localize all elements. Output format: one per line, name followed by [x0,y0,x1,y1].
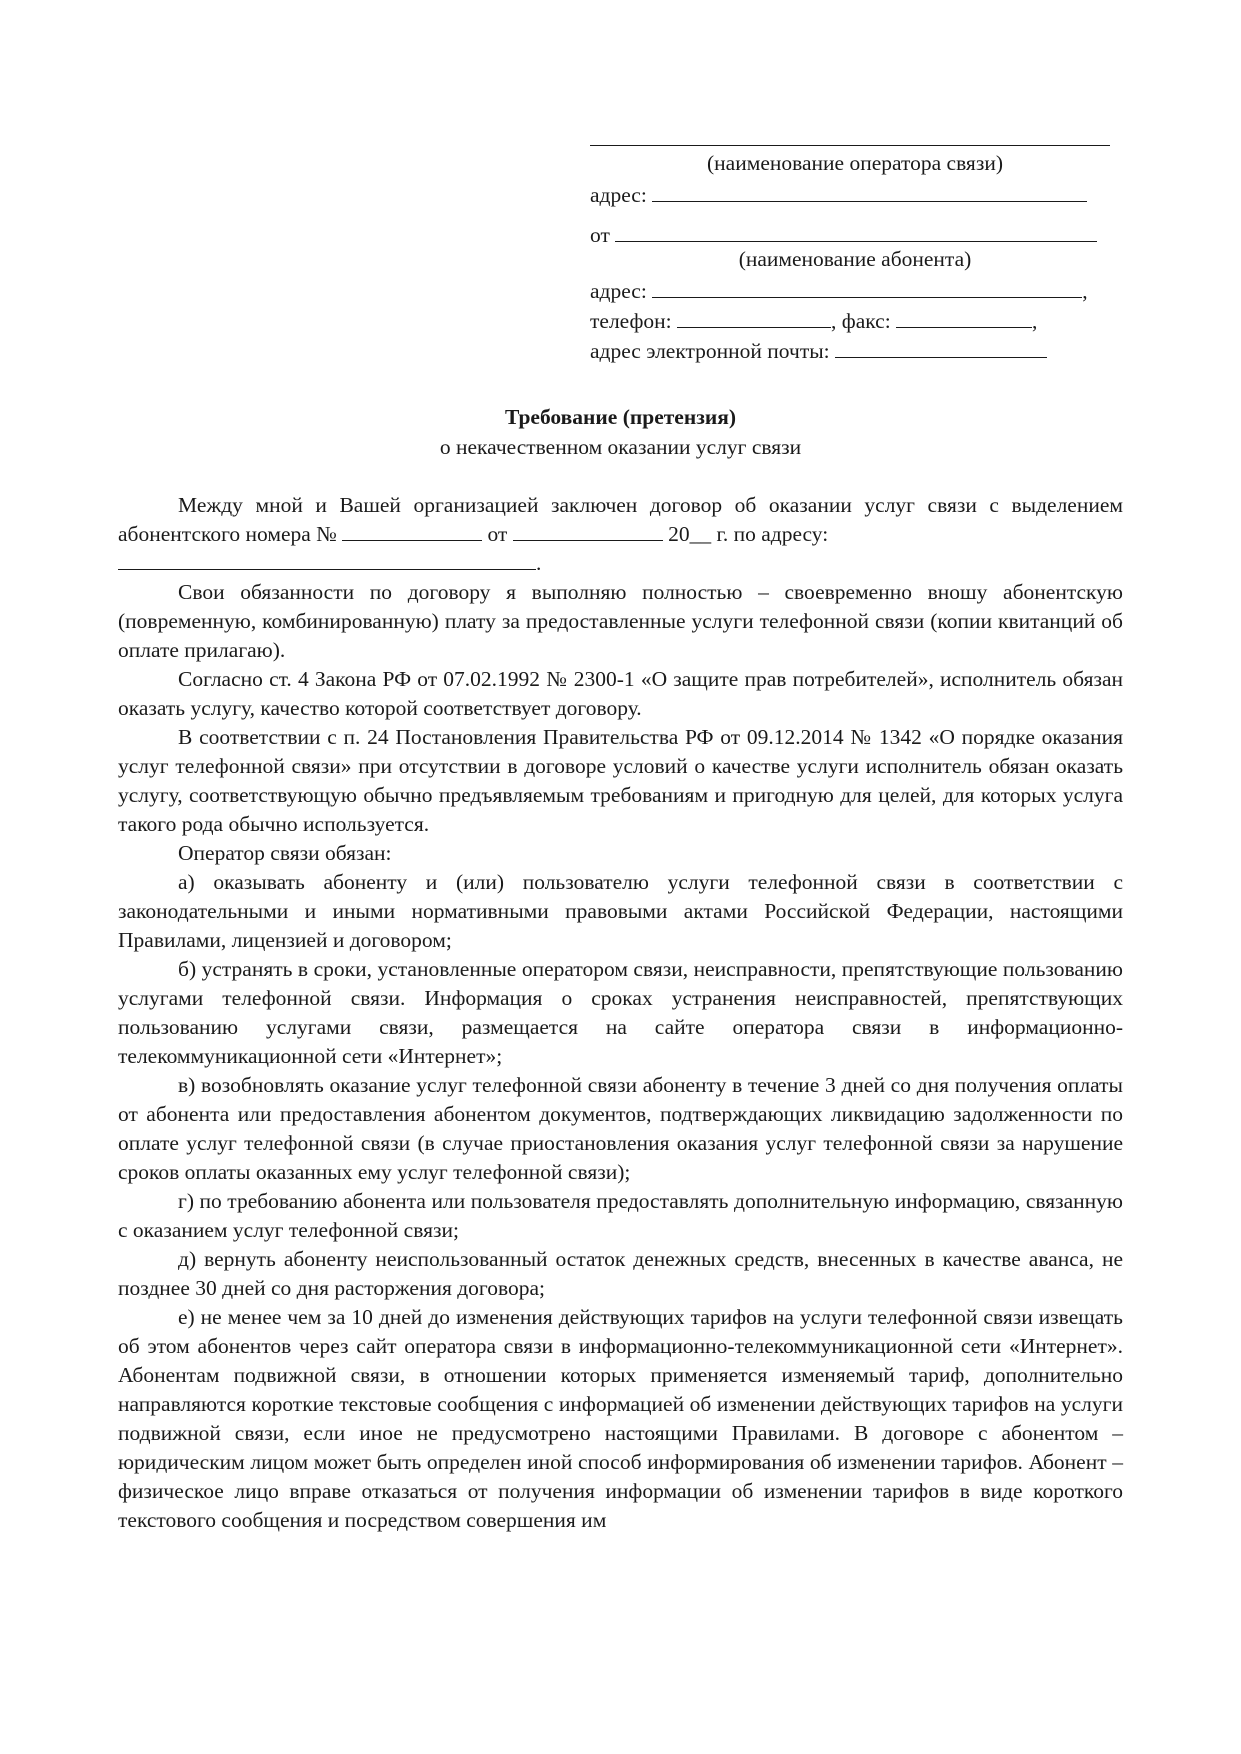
contract-text-2: от [487,522,508,546]
operator-address-label: адрес: [590,183,647,207]
list-item-e: е) не менее чем за 10 дней до изменения действующих тарифов на услуги телефонной связи извещать об этом абонентов через сайт оператора связи в информационно-телекоммуникационной сети «Интернет». Абонентам подвижной связи, в отношении которых применяется изменяемый тариф, дополнительно направляются короткие текстовые сообщения с информацией об изменении действующих тарифов на услуги подвижной связи, если иное не предусмотрено настоящими Правилами. В договоре с абонентом – юридическим лицом может быть определен иной способ информирования об изменении тарифов. Абонент – физическое лицо вправе отказаться от получения информации об изменении тарифов в виде короткого текстового сообщения и посредством совершения им [118,1305,1123,1532]
paragraph-operator-duties: Оператор связи обязан: [178,841,392,865]
document-title: Требование (претензия) [504,405,737,429]
date-blank [513,520,663,541]
list-item-d: д) вернуть абоненту неиспользованный остаток денежных средств, внесенных в качестве аванса, не позднее 30 дней со дня расторжения договора; [118,1247,1123,1300]
fax-comma: , [1032,309,1038,333]
addressee-block [590,123,1120,365]
contract-text-3: 20__ г. по адресу: [668,522,829,546]
subscriber-name-blank [615,219,1097,242]
email-label: адрес электронной почты: [590,339,830,363]
list-item-g: г) по требованию абонента или пользователя предоставлять дополнительную информацию, связанную с оказанием услуг телефонной связи; [118,1189,1123,1242]
subscriber-address-blank [652,275,1082,298]
title-block [0,403,1241,463]
fax-blank [896,305,1032,328]
email-line [590,335,1120,365]
contract-address-blank [118,549,536,570]
document-body [118,491,1123,1535]
phone-blank [677,305,831,328]
operator-name-blank [590,123,1110,146]
subscriber-caption: (наименование абонента) [738,247,972,271]
contract-text-1: Между мной и Вашей организацией заключен договор об оказании услуг связи с выделением абонентского номера № [118,493,1123,546]
phone-fax-line [590,305,1120,335]
document-subtitle: о некачественном оказании услуг связи [439,435,802,459]
subscriber-address-line [590,275,1120,305]
list-item-b: б) устранять в сроки, установленные оператором связи, неисправности, препятствующие пользованию услугами телефонной связи. Информация о сроках устранения неисправностей, препятствующих пользованию услугами связи, размещается на сайте оператора связи в информационно-телекоммуникационной сети «Интернет»; [118,957,1123,1068]
list-item-v: в) возобновлять оказание услуг телефонной связи абоненту в течение 3 дней со дня получения оплаты от абонента или предоставления абонентом документов, подтверждающих ликвидацию задолженности по оплате услуг телефонной связи (в случае приостановления оказания услуг телефонной связи за нарушение сроков оплаты оказанных ему услуг телефонной связи); [118,1073,1123,1184]
list-item-a: а) оказывать абоненту и (или) пользователю услуги телефонной связи в соответствии с законодательными и иными нормативными правовыми актами Российской Федерации, настоящими Правилами, лицензией и договором; [118,870,1123,952]
subscriber-address-label: адрес: [590,279,647,303]
number-blank [342,520,482,541]
paragraph-resolution: В соответствии с п. 24 Постановления Правительства РФ от 09.12.2014 № 1342 «О порядке оказания услуг телефонной связи» при отсутствии в договоре условий о качестве услуги исполнитель обязан оказать услугу, соответствующую обычно предъявляемым требованиям и пригодную для целей, для которых услуга такого рода обычно используется. [118,725,1123,836]
from-label: от [590,223,610,247]
paragraph-obligations: Свои обязанности по договору я выполняю полностью – своевременно вношу абонентскую (повременную, комбинированную) плату за предоставленные услуги телефонной связи (копии квитанций об оплате прилагаю). [118,580,1123,662]
operator-address-blank [652,179,1087,202]
phone-label: телефон: [590,309,672,333]
address-comma: , [1082,279,1088,303]
paragraph-contract [118,491,1123,578]
contract-text-end: . [536,551,542,575]
operator-caption: (наименование оператора связи) [707,151,1003,175]
fax-label: , факс: [831,309,891,333]
paragraph-law: Согласно ст. 4 Закона РФ от 07.02.1992 № 2300-1 «О защите прав потребителей», исполнитель обязан оказать услугу, качество которой соответствует договору. [118,667,1123,720]
email-blank [835,335,1047,358]
operator-address-line [590,179,1120,209]
